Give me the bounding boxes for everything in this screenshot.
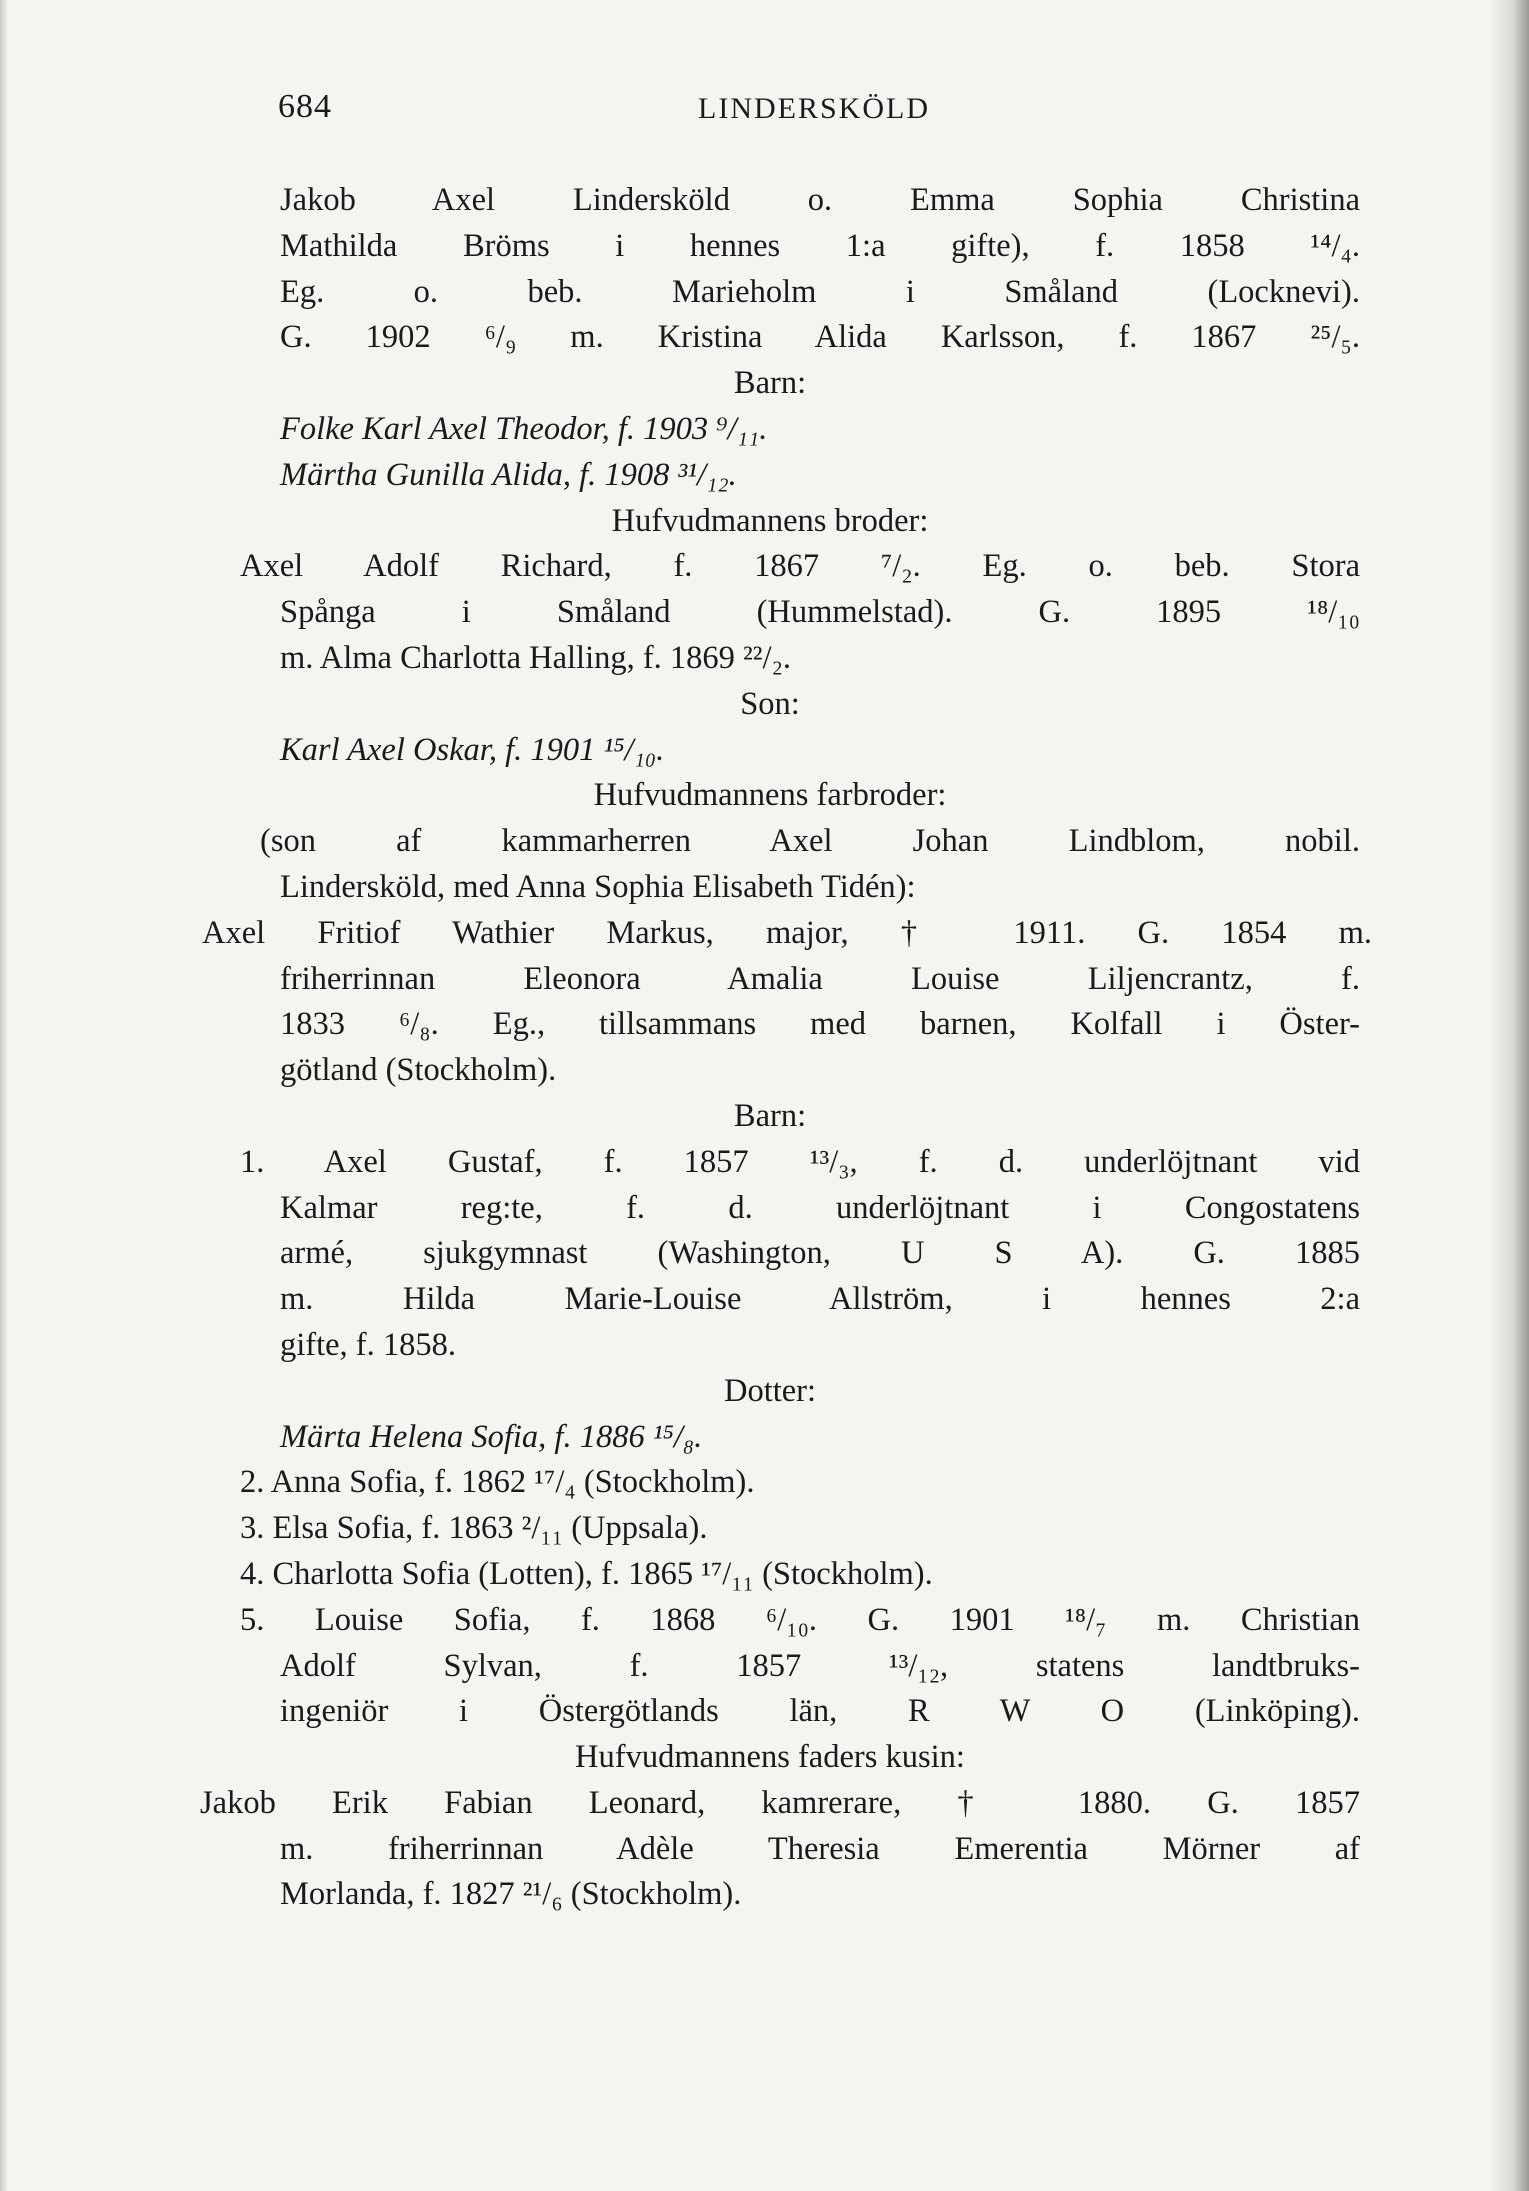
section-heading: Hufvudmannens farbroder: (593, 777, 947, 814)
text-line: G. 1902 ⁶/₉ m. Kristina Alida Karlsson, f. 1867 ²⁵/₅. (280, 319, 1360, 356)
text-line: 3. Elsa Sofia, f. 1863 ²/₁₁ (Uppsala). (240, 1510, 708, 1547)
text-line: (son af kammarherren Axel Johan Lindblom, nobil. (260, 823, 1360, 860)
running-head: LINDERSKÖLD (698, 92, 930, 125)
section-heading: Hufvudmannens broder: (611, 502, 929, 539)
text-line: Mathilda Bröms i hennes 1:a gifte), f. 1858 ¹⁴/₄. (280, 227, 1360, 264)
page-right-edge (1489, 0, 1529, 2191)
text-line: Axel Fritiof Wathier Markus, major, † 1911. G. 1854 m. (202, 914, 1372, 951)
text-line: Jakob Erik Fabian Leonard, kamrerare, † 1880. G. 1857 (200, 1784, 1360, 1821)
text-line: Axel Adolf Richard, f. 1867 ⁷/₂. Eg. o. beb. Stora (240, 548, 1360, 585)
text-line: gifte, f. 1858. (280, 1326, 457, 1363)
text-line: Folke Karl Axel Theodor, f. 1903 ⁹/₁₁. (280, 410, 768, 447)
text-line: 1. Axel Gustaf, f. 1857 ¹³/₃, f. d. underlöjtnant vid (240, 1143, 1360, 1180)
page-header (278, 88, 1388, 138)
section-heading: Son: (740, 685, 800, 722)
text-line: m. friherrinnan Adèle Theresia Emerentia Mörner af (280, 1830, 1360, 1867)
text-line: 4. Charlotta Sofia (Lotten), f. 1865 ¹⁷/₁₁ (Stockholm). (240, 1555, 933, 1592)
text-line: ingeniör i Östergötlands län, R W O (Linköping). (280, 1693, 1360, 1730)
text-line: 2. Anna Sofia, f. 1862 ¹⁷/₄ (Stockholm). (240, 1464, 755, 1501)
text-line: m. Hilda Marie-Louise Allström, i hennes 2:a (280, 1281, 1360, 1318)
text-line: m. Alma Charlotta Halling, f. 1869 ²²/₂. (280, 639, 792, 676)
page-number: 684 (278, 88, 332, 125)
text-line: 1833 ⁶/₈. Eg., tillsammans med barnen, Kolfall i Öster- (280, 1006, 1360, 1043)
text-line: 5. Louise Sofia, f. 1868 ⁶/₁₀. G. 1901 ¹⁸/₇ m. Christian (240, 1601, 1360, 1638)
text-line: Karl Axel Oskar, f. 1901 ¹⁵/₁₀. (280, 731, 665, 768)
text-line: friherrinnan Eleonora Amalia Louise Liljencrantz, f. (280, 960, 1360, 997)
text-line: Lindersköld, med Anna Sophia Elisabeth Tidén): (280, 868, 916, 905)
text-line: Adolf Sylvan, f. 1857 ¹³/₁₂, statens landtbruks- (280, 1647, 1360, 1684)
section-heading: Hufvudmannens faders kusin: (575, 1739, 965, 1776)
page-left-edge (0, 0, 8, 2191)
section-heading: Barn: (733, 365, 807, 402)
text-line: Morlanda, f. 1827 ²¹/₆ (Stockholm). (280, 1876, 742, 1913)
section-heading: Barn: (733, 1097, 807, 1134)
text-line: Märtha Gunilla Alida, f. 1908 ³¹/₁₂. (280, 456, 737, 493)
text-line: armé, sjukgymnast (Washington, U S A). G. 1885 (280, 1235, 1360, 1272)
text-line: götland (Stockholm). (280, 1052, 557, 1089)
text-line: Jakob Axel Lindersköld o. Emma Sophia Christina (280, 182, 1360, 218)
text-line: Kalmar reg:te, f. d. underlöjtnant i Congostatens (280, 1189, 1360, 1226)
text-line: Märta Helena Sofia, f. 1886 ¹⁵/₈. (280, 1418, 703, 1455)
genealogy-text (200, 178, 1410, 1918)
text-line: Eg. o. beb. Marieholm i Småland (Locknevi). (280, 273, 1360, 310)
section-heading: Dotter: (723, 1372, 817, 1409)
text-line: Spånga i Småland (Hummelstad). G. 1895 ¹⁸/₁₀ (280, 594, 1360, 631)
